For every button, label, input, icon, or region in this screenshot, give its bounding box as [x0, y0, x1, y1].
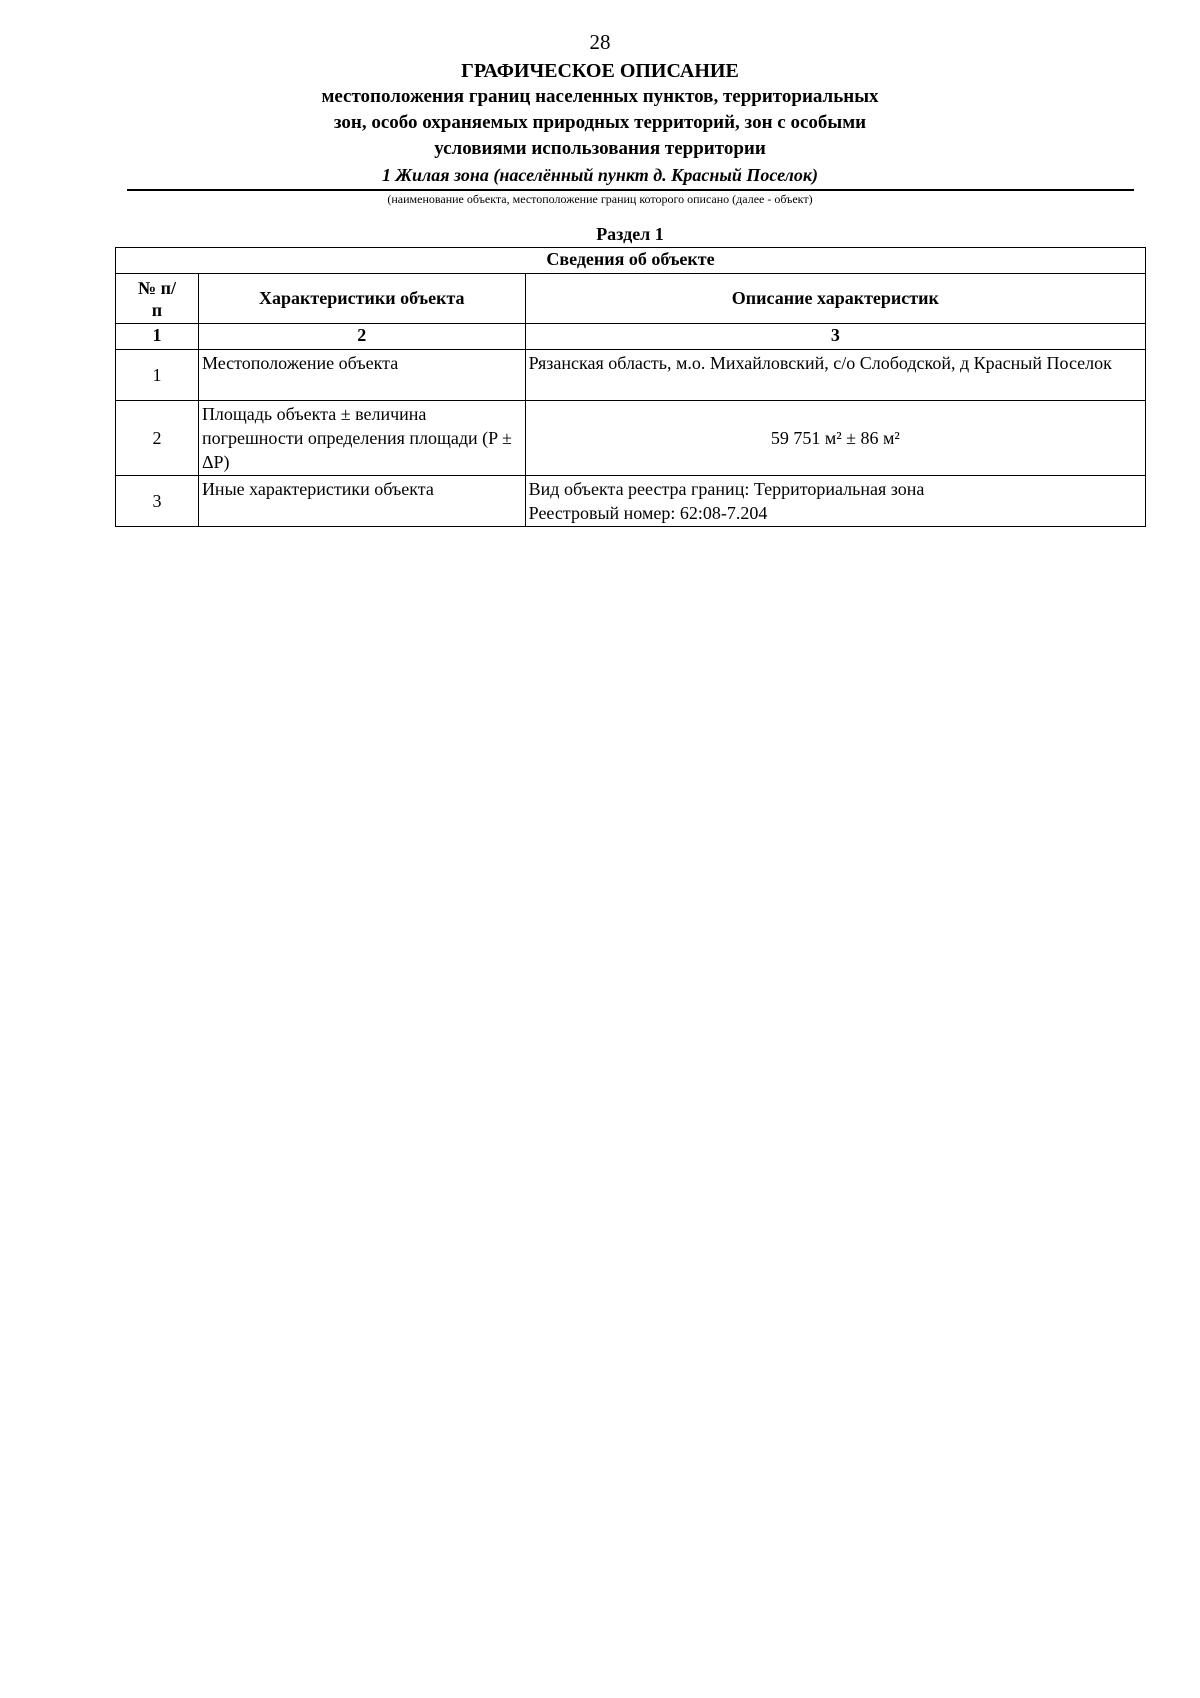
object-name-underline — [127, 189, 1134, 191]
table-row — [116, 401, 1146, 476]
column-header-number-text: № п/п — [137, 277, 176, 320]
object-name-caption: (наименование объекта, местоположение границ которого описано (далее - объект) — [387, 192, 813, 206]
row-number: 1 — [116, 350, 199, 401]
row-description: 59 751 м² ± 86 м² — [525, 401, 1145, 476]
column-number-2: 2 — [198, 324, 525, 350]
column-header-description: Описание характеристик — [525, 274, 1145, 324]
row-description-line-1: Вид объекта реестра границ: Территориальная зона — [528, 479, 925, 499]
document-subtitle-line-1: местоположения границ населенных пунктов, территориальных — [321, 86, 879, 107]
table-row — [116, 350, 1146, 401]
object-name: 1 Жилая зона (населённый пункт д. Красный Поселок) — [382, 165, 818, 185]
row-description — [525, 476, 1145, 527]
document-title: ГРАФИЧЕСКОЕ ОПИСАНИЕ — [461, 60, 739, 82]
column-number-3: 3 — [525, 324, 1145, 350]
table-header-row — [116, 274, 1146, 324]
row-description-line-2: Реестровый номер: 62:08-7.204 — [528, 503, 768, 523]
document-subtitle-line-3: условиями использования территории — [434, 138, 766, 159]
row-number: 3 — [116, 476, 199, 527]
column-header-characteristic: Характеристики объекта — [198, 274, 525, 324]
column-number-1: 1 — [116, 324, 199, 350]
row-number: 2 — [116, 401, 199, 476]
section-title: Раздел 1 — [596, 224, 664, 244]
row-characteristic: Площадь объекта ± величина погрешности определения площади (P ± ΔP) — [198, 401, 525, 476]
title-block — [0, 58, 1200, 187]
column-number-row — [116, 324, 1146, 350]
table-title: Сведения об объекте — [116, 248, 1146, 274]
table-row — [116, 476, 1146, 527]
row-characteristic: Иные характеристики объекта — [198, 476, 525, 527]
document-subtitle-line-2: зон, особо охраняемых природных территорий, зон с особыми — [333, 112, 867, 133]
object-info-table — [115, 247, 1146, 527]
column-header-number — [116, 274, 199, 324]
page-number: 28 — [589, 30, 611, 54]
row-description: Рязанская область, м.о. Михайловский, с/о Слободской, д Красный Поселок — [525, 350, 1145, 401]
row-characteristic: Местоположение объекта — [198, 350, 525, 401]
table-title-row — [116, 248, 1146, 274]
